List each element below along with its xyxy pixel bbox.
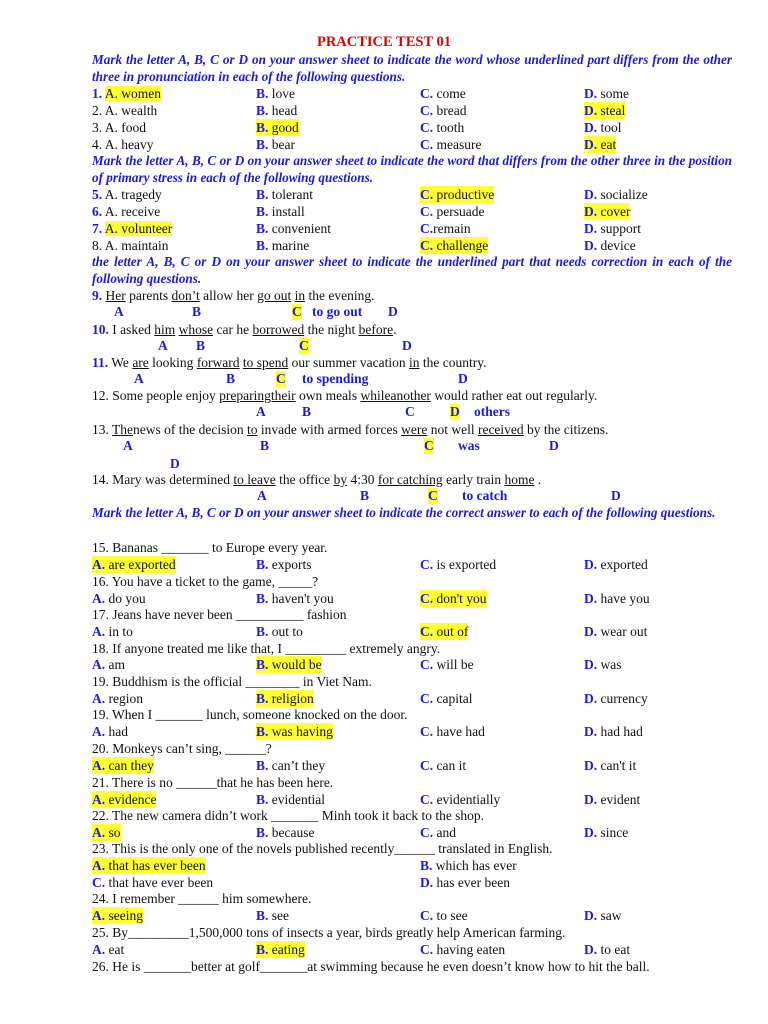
option-c[interactable]: C. will be xyxy=(420,657,474,672)
option-b[interactable]: B. see xyxy=(256,908,290,923)
option-a[interactable]: A. in to xyxy=(92,624,133,639)
option-b[interactable]: B. love xyxy=(256,86,296,101)
option-a[interactable]: 6. A. receive xyxy=(92,204,161,219)
option-b[interactable]: B. which has ever xyxy=(420,858,517,873)
option-c[interactable]: C. to see xyxy=(420,908,468,923)
instruction-pronunciation: Mark the letter A, B, C or D on your answer sheet to indicate the word whose underlined part differs from the other three in pronunciation in each of the following questions. xyxy=(92,52,732,84)
option-b[interactable]: B. would be xyxy=(256,657,322,672)
option-b[interactable]: B. convenient xyxy=(256,221,331,236)
option-c[interactable]: C. bread xyxy=(420,103,467,118)
option-b[interactable]: B. was having xyxy=(256,724,333,739)
option-b[interactable]: B. marine xyxy=(256,238,310,253)
option-c[interactable]: C. evidentially xyxy=(420,792,501,807)
question-row xyxy=(92,907,742,924)
option-b[interactable]: B. eating xyxy=(256,942,305,957)
option-b[interactable]: B. out to xyxy=(256,624,303,639)
option-a[interactable]: A. that has ever been xyxy=(92,858,206,873)
option-d[interactable]: D. currency xyxy=(584,691,648,706)
question-row xyxy=(92,824,742,841)
question-text: 23. This is the only one of the novels published recently______ translated in English. xyxy=(92,841,553,856)
question-text: 20. Monkeys can’t sing, ______? xyxy=(92,741,272,756)
option-c[interactable]: C. challenge xyxy=(420,238,489,253)
option-d[interactable]: D. exported xyxy=(584,557,648,572)
option-d[interactable]: D. socialize xyxy=(584,187,648,202)
question-row xyxy=(92,941,742,958)
option-a[interactable]: A. do you xyxy=(92,591,146,606)
option-d[interactable]: D. was xyxy=(584,657,622,672)
option-a[interactable]: A. can they xyxy=(92,758,154,773)
option-b[interactable]: B. exports xyxy=(256,557,312,572)
question-row xyxy=(92,623,742,640)
option-a[interactable]: 7. A. volunteer xyxy=(92,221,173,236)
question-text: 18. If anyone treated me like that, I _________ extremely angry. xyxy=(92,641,441,656)
question-text: 10. I asked him whose car he borrowed the night before. xyxy=(92,322,397,337)
option-a[interactable]: A. evidence xyxy=(92,792,157,807)
question-row xyxy=(92,136,742,153)
option-b[interactable]: B. can’t they xyxy=(256,758,326,773)
page-title: PRACTICE TEST 01 xyxy=(316,34,452,50)
option-a[interactable]: 1. A. women xyxy=(92,86,162,101)
question-row xyxy=(92,102,742,119)
option-a[interactable]: 8. A. maintain xyxy=(92,238,169,253)
question-row xyxy=(92,85,742,102)
question-text: 24. I remember ______ him somewhere. xyxy=(92,891,312,906)
question-text: 17. Jeans have never been __________ fashion xyxy=(92,607,347,622)
option-a[interactable]: A. had xyxy=(92,724,128,739)
question-text: 19. When I _______ lunch, someone knocked on the door. xyxy=(92,707,408,722)
option-c[interactable]: C. tooth xyxy=(420,120,465,135)
instruction-answer: Mark the letter A, B, C or D on your answer sheet to indicate the correct answer to each of the following questions. xyxy=(92,505,716,520)
option-b[interactable]: B. head xyxy=(256,103,298,118)
option-b[interactable]: B. tolerant xyxy=(256,187,313,202)
option-d[interactable]: D. to eat xyxy=(584,942,631,957)
question-text: 22. The new camera didn’t work _______ Minh took it back to the shop. xyxy=(92,808,485,823)
option-d[interactable]: D. tool xyxy=(584,120,622,135)
option-d[interactable]: D. support xyxy=(584,221,641,236)
option-c[interactable]: C. and xyxy=(420,825,456,840)
question-text: 14. Mary was determined to leave the office by 4:30 for catching early train home . xyxy=(92,472,542,487)
option-d[interactable]: D. can't it xyxy=(584,758,637,773)
answer-markers: A B C to go out D xyxy=(114,304,398,319)
answer-markers: A B C D xyxy=(158,338,412,353)
question-row xyxy=(92,874,742,891)
option-a[interactable]: A. are exported xyxy=(92,557,176,572)
question-row xyxy=(92,186,742,203)
option-d[interactable]: D. steal xyxy=(584,103,626,118)
option-c[interactable]: C. can it xyxy=(420,758,467,773)
question-row xyxy=(92,203,742,220)
option-d[interactable]: D. have you xyxy=(584,591,650,606)
answer-markers: A B C D others xyxy=(256,404,510,419)
question-text: 11. We are looking forward to spend our summer vacation in the country. xyxy=(92,355,487,370)
question-row xyxy=(92,590,742,607)
question-text: 15. Bananas _______ to Europe every year. xyxy=(92,540,328,555)
question-row xyxy=(92,220,742,237)
option-b[interactable]: B. bear xyxy=(256,137,295,152)
option-b[interactable]: B. because xyxy=(256,825,315,840)
option-c[interactable]: C. out of xyxy=(420,624,469,639)
option-a[interactable]: 4. A. heavy xyxy=(92,137,154,152)
option-a[interactable]: A. region xyxy=(92,691,143,706)
option-c[interactable]: C. come xyxy=(420,86,466,101)
option-d[interactable]: D. cover xyxy=(584,204,631,219)
option-a[interactable]: 5. A. tragedy xyxy=(92,187,162,202)
answer-markers: A B C was D D xyxy=(123,438,559,471)
option-b[interactable]: B. haven't you xyxy=(256,591,334,606)
option-c[interactable]: C.remain xyxy=(420,221,471,236)
option-b[interactable]: B. evidential xyxy=(256,792,325,807)
option-c[interactable]: C. having eaten xyxy=(420,942,506,957)
question-row xyxy=(92,690,742,707)
option-b[interactable]: B. install xyxy=(256,204,305,219)
option-d[interactable]: D. wear out xyxy=(584,624,648,639)
option-d[interactable]: D. evident xyxy=(584,792,641,807)
option-c[interactable]: C. measure xyxy=(420,137,482,152)
option-c[interactable]: C. that have ever been xyxy=(92,875,214,890)
option-c[interactable]: C. capital xyxy=(420,691,473,706)
option-d[interactable]: D. eat xyxy=(584,137,617,152)
option-d[interactable]: D. has ever been xyxy=(420,875,510,890)
option-b[interactable]: B. religion xyxy=(256,691,314,706)
answer-markers: A B C to catch D xyxy=(257,488,621,503)
option-d[interactable]: D. since xyxy=(584,825,629,840)
question-row xyxy=(92,857,742,874)
option-c[interactable]: C. don't you xyxy=(420,591,487,606)
option-c[interactable]: C. is exported xyxy=(420,557,497,572)
option-a[interactable]: A. am xyxy=(92,657,125,672)
question-text: 19. Buddhism is the official ________ in Viet Nam. xyxy=(92,674,372,689)
question-text: 26. He is _______better at golf_______at swimming because he even doesn’t know how to hit the ball. xyxy=(92,959,650,974)
option-b[interactable]: B. good xyxy=(256,120,299,135)
option-c[interactable]: C. persuade xyxy=(420,204,485,219)
option-d[interactable]: D. some xyxy=(584,86,629,101)
option-d[interactable]: D. device xyxy=(584,238,636,253)
instruction-stress: Mark the letter A, B, C or D on your answer sheet to indicate the word that differs from the other three in the position of primary stress in each of the following questions. xyxy=(92,153,732,185)
question-row xyxy=(92,791,742,808)
option-a[interactable]: A. seeing xyxy=(92,908,143,923)
option-d[interactable]: D. saw xyxy=(584,908,622,923)
question-text: 16. You have a ticket to the game, _____? xyxy=(92,574,319,589)
option-d[interactable]: D. had had xyxy=(584,724,643,739)
option-a[interactable]: 3. A. food xyxy=(92,120,147,135)
question-text: 13. Thenews of the decision to invade with armed forces were not well received by the citizens. xyxy=(92,422,609,437)
instruction-correction: the letter A, B, C or D on your answer sheet to indicate the underlined part that needs correction in each of the following questions. xyxy=(92,254,732,286)
option-a[interactable]: A. so xyxy=(92,825,121,840)
option-c[interactable]: C. productive xyxy=(420,187,495,202)
question-row xyxy=(92,119,742,136)
option-c[interactable]: C. have had xyxy=(420,724,485,739)
question-text: 25. By_________1,500,000 tons of insects a year, birds greatly help American farming. xyxy=(92,925,566,940)
question-text: 9. Her parents don’t allow her go out in the evening. xyxy=(92,288,375,303)
option-a[interactable]: A. eat xyxy=(92,942,125,957)
question-text: 21. There is no ______that he has been here. xyxy=(92,775,334,790)
question-row xyxy=(92,556,742,573)
option-a[interactable]: 2. A. wealth xyxy=(92,103,158,118)
question-row xyxy=(92,723,742,740)
question-row xyxy=(92,656,742,673)
question-row xyxy=(92,757,742,774)
question-row xyxy=(92,237,742,254)
answer-markers: A B C to spending D xyxy=(134,371,468,386)
question-text: 12. Some people enjoy preparingtheir own meals whileanother would rather eat out regularly. xyxy=(92,388,598,403)
